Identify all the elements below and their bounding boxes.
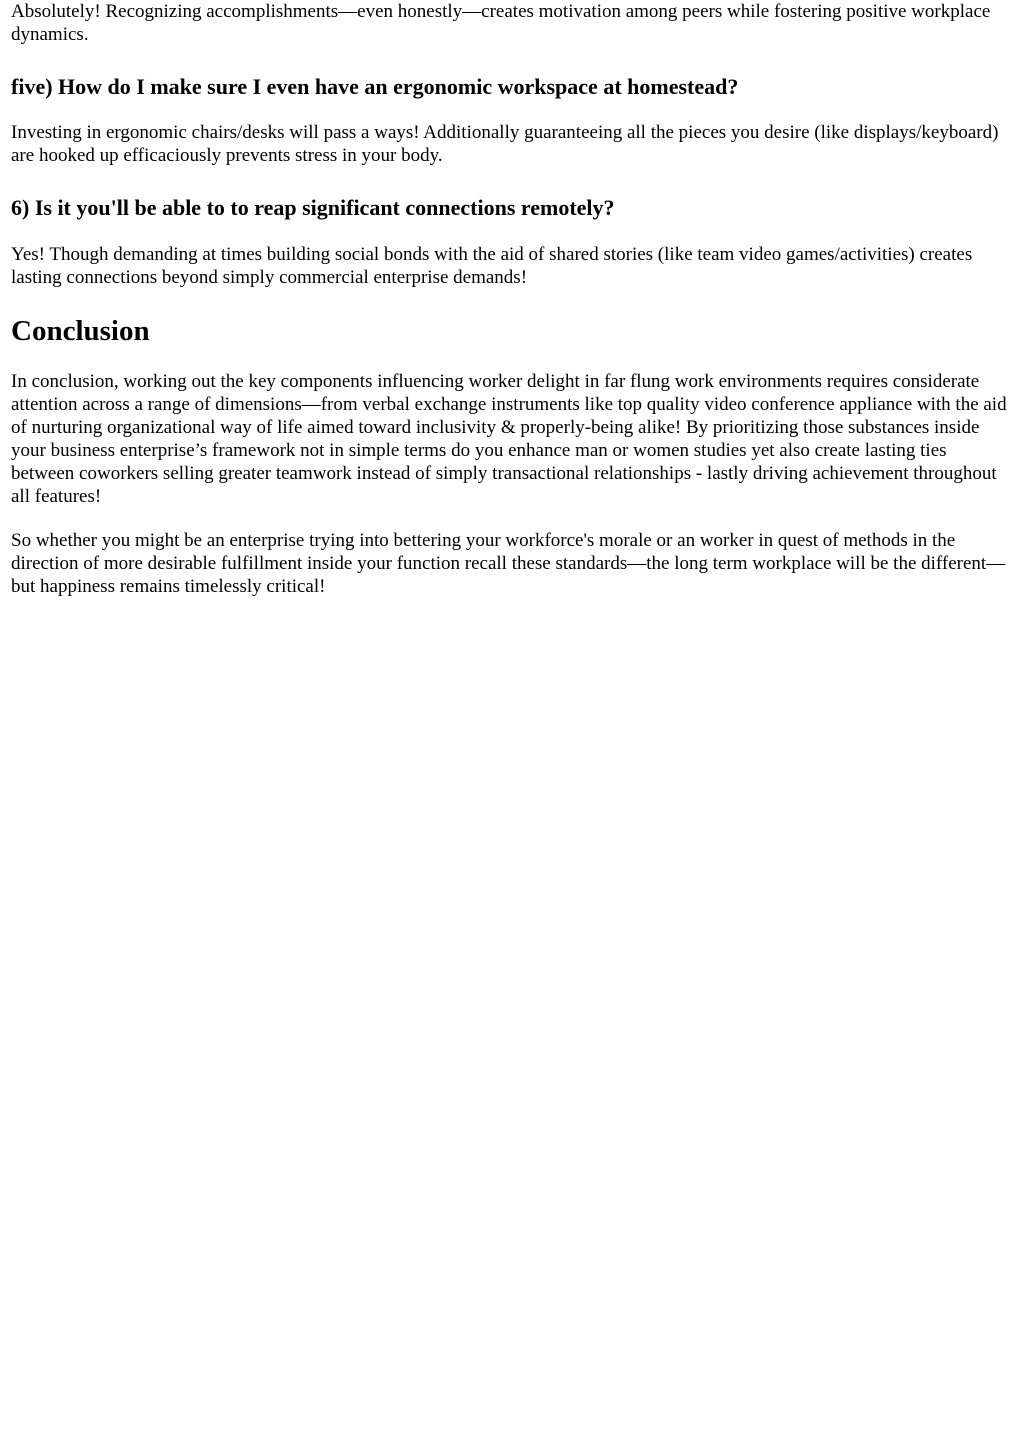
conclusion-heading: Conclusion: [11, 315, 150, 347]
conclusion-paragraph-1: In conclusion, working out the key components influencing worker delight in far flung work environments requires considerate attention across a range of dimensions—from verbal exchange instruments like top quality video conference appliance with the aid of nurturing organizational way of life aimed toward inclusivity & properly-being alike! By prioritizing those substances inside your business enterprise’s framework not in simple terms do you enhance man or women studies yet also create lasting ties between coworkers selling greater teamwork instead of simply transactional relationships - lastly driving achievement throughout all features!: [11, 371, 1007, 507]
conclusion-paragraph-2: So whether you might be an enterprise trying into bettering your workforce's morale or an worker in quest of methods in the direction of more desirable fulfillment inside your function recall these standards—the long term workplace will be the different—but happiness remains timelessly critical!: [11, 530, 1006, 597]
faq5-question: five) How do I make sure I even have an ergonomic workspace at homestead?: [11, 74, 739, 99]
faq6-answer: Yes! Though demanding at times building social bonds with the aid of shared stories (like team video games/activities) creates lasting connections beyond simply commercial enterprise demands!: [11, 244, 973, 288]
faq5-answer: Investing in ergonomic chairs/desks will pass a ways! Additionally guaranteeing all the pieces you desire (like displays/keyboard) are hooked up efficaciously prevents stress in your body.: [11, 122, 999, 166]
faq6-question: 6) Is it you'll be able to to reap significant connections remotely?: [11, 195, 615, 220]
article-body: [0, 0, 1024, 598]
faq4-answer: Absolutely! Recognizing accomplishments—even honestly—creates motivation among peers while fostering positive workplace dynamics.: [11, 1, 991, 45]
